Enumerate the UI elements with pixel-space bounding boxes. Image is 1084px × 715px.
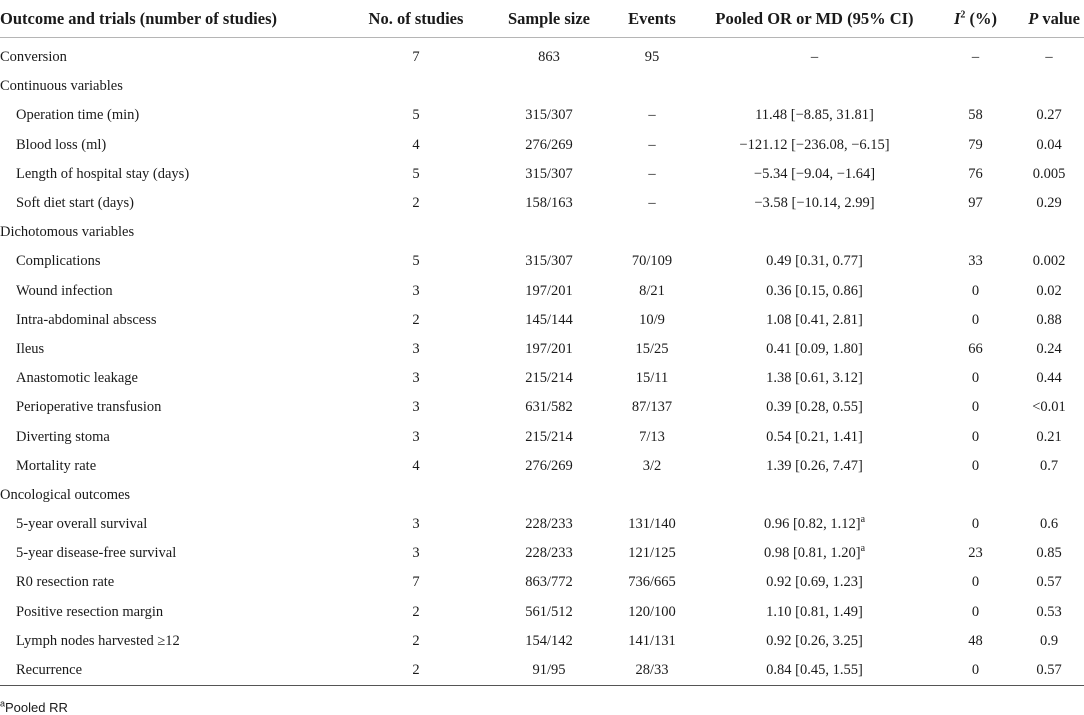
pooled-value: 0.92 [0.26, 3.25] — [766, 632, 863, 649]
pooled-value: 0.92 [0.69, 1.23] — [766, 574, 863, 591]
sample-size-cell: 158/163 — [525, 195, 573, 212]
pooled-value: 0.39 [0.28, 0.55] — [766, 399, 863, 416]
studies-cell: 7 — [412, 574, 420, 591]
footnote — [0, 700, 68, 715]
table-row — [0, 393, 1084, 422]
pooled-value: 1.39 [0.26, 7.47] — [766, 457, 863, 474]
p-value-cell: 0.57 — [1036, 574, 1062, 591]
sample-size-cell: 154/142 — [525, 632, 573, 649]
sample-size-cell: 145/144 — [525, 311, 573, 328]
events-cell: – — [648, 136, 656, 153]
section-label: Oncological outcomes — [0, 486, 131, 503]
p-value-cell: 0.04 — [1036, 136, 1062, 153]
header-i2-sup: 2 — [960, 9, 966, 20]
sample-size-cell: 91/95 — [486, 656, 612, 686]
outcome-cell: Recurrence — [0, 656, 346, 686]
outcome-cell: R0 resection rate — [16, 574, 115, 591]
table-row — [0, 335, 1084, 364]
p-value-cell: 0.85 — [1036, 545, 1062, 562]
i2-cell: 58 — [968, 107, 983, 124]
p-value-cell: 0.21 — [1036, 428, 1062, 445]
outcome-cell: Diverting stoma — [16, 428, 110, 445]
sample-size-cell: 197/201 — [525, 340, 573, 357]
pooled-estimate-cell — [692, 277, 937, 306]
i2-cell: 66 — [968, 340, 983, 357]
events-cell: – — [648, 195, 656, 212]
events-cell: 70/109 — [631, 253, 673, 270]
events-cell: – — [648, 107, 656, 124]
events-cell: 28/33 — [612, 656, 692, 686]
outcome-cell: Blood loss (ml) — [16, 136, 107, 153]
table-row — [0, 568, 1084, 597]
table-row — [0, 247, 1084, 276]
header-row — [0, 0, 1084, 38]
pooled-value: 0.41 [0.09, 1.80] — [766, 340, 863, 357]
pooled-rr-marker: a — [860, 543, 866, 555]
header-i2 — [937, 0, 1014, 38]
table-row — [0, 131, 1084, 160]
studies-cell: 2 — [412, 603, 420, 620]
pooled-estimate-cell — [692, 510, 937, 539]
studies-cell: 4 — [412, 457, 420, 474]
sample-size-cell: 228/233 — [525, 516, 573, 533]
pooled-estimate-cell — [692, 335, 937, 364]
header-pooled: Pooled OR or MD (95% CI) — [692, 0, 937, 38]
table-row — [0, 189, 1084, 218]
i2-cell: 48 — [968, 632, 983, 649]
table-row — [0, 452, 1084, 481]
pooled-estimate-cell — [692, 160, 937, 189]
sample-size-cell: 276/269 — [525, 136, 573, 153]
sample-size-cell: 228/233 — [525, 545, 573, 562]
events-cell: 8/21 — [639, 282, 665, 299]
pooled-estimate-cell — [692, 101, 937, 130]
outcome-cell: 5-year overall survival — [16, 516, 148, 533]
p-value-cell: 0.005 — [1032, 165, 1066, 182]
table-row — [0, 306, 1084, 335]
table-row — [0, 422, 1084, 451]
outcome-cell: Anastomotic leakage — [16, 370, 138, 387]
events-cell: 141/131 — [628, 632, 676, 649]
outcome-cell: Complications — [16, 253, 101, 270]
pooled-estimate-cell — [692, 393, 937, 422]
studies-cell: 5 — [412, 107, 420, 124]
pooled-value: 11.48 [−8.85, 31.81] — [755, 107, 874, 124]
i2-cell: 0 — [971, 428, 980, 445]
p-value-cell: 0.29 — [1036, 195, 1062, 212]
studies-cell: 3 — [412, 282, 420, 299]
sample-size-cell: 863 — [538, 49, 560, 66]
pooled-value: −3.58 [−10.14, 2.99] — [754, 195, 875, 212]
studies-cell: 2 — [412, 195, 420, 212]
pooled-value: 0.49 [0.31, 0.77] — [766, 253, 863, 270]
i2-cell: 79 — [968, 136, 983, 153]
outcome-cell: Lymph nodes harvested ≥12 — [16, 632, 180, 649]
events-cell: 3/2 — [642, 457, 662, 474]
events-cell: 131/140 — [628, 516, 676, 533]
events-cell: 7/13 — [639, 428, 665, 445]
table-row — [0, 364, 1084, 393]
studies-cell: 3 — [412, 516, 420, 533]
p-value-cell: 0.002 — [1032, 253, 1066, 270]
header-p-rest: value — [1038, 8, 1080, 28]
events-cell: 10/9 — [639, 311, 665, 328]
table-row — [0, 539, 1084, 568]
footnote-text: Pooled RR — [5, 700, 68, 715]
sample-size-cell: 315/307 — [525, 107, 573, 124]
sample-size-cell: 276/269 — [525, 457, 573, 474]
i2-cell: 0 — [971, 370, 980, 387]
pooled-value: 1.38 [0.61, 3.12] — [766, 370, 863, 387]
i2-cell: 0 — [971, 399, 980, 416]
events-cell: 736/665 — [628, 574, 676, 591]
i2-cell: 33 — [968, 253, 983, 270]
i2-cell: 23 — [968, 545, 983, 562]
pooled-value: 0.84 [0.45, 1.55] — [766, 662, 863, 679]
studies-cell: 3 — [412, 399, 420, 416]
pooled-estimate-cell — [692, 131, 937, 160]
table-row — [0, 627, 1084, 656]
header-events: Events — [612, 0, 692, 38]
table-row — [0, 598, 1084, 627]
sample-size-cell: 197/201 — [525, 282, 573, 299]
p-value-cell: 0.9 — [1039, 632, 1059, 649]
pooled-value: 1.10 [0.81, 1.49] — [766, 603, 863, 620]
pooled-estimate-cell — [692, 306, 937, 335]
studies-cell: 5 — [412, 253, 420, 270]
p-value-cell: 0.88 — [1036, 311, 1062, 328]
pooled-estimate-cell — [692, 422, 937, 451]
header-p-value — [1014, 0, 1084, 38]
pooled-value: 0.98 [0.81, 1.20] — [763, 545, 861, 562]
pooled-value: 0.36 [0.15, 0.86] — [766, 282, 863, 299]
p-value-cell: 0.53 — [1036, 603, 1062, 620]
pooled-estimate-cell — [692, 247, 937, 276]
pooled-estimate-cell — [692, 656, 937, 686]
pooled-value: −121.12 [−236.08, −6.15] — [739, 136, 890, 153]
studies-cell: 3 — [412, 340, 420, 357]
i2-cell: 0 — [971, 311, 980, 328]
outcome-cell: Mortality rate — [16, 457, 97, 474]
events-cell: – — [648, 165, 656, 182]
studies-cell: 3 — [412, 545, 420, 562]
pooled-value: – — [810, 49, 819, 66]
p-value-cell: 0.44 — [1036, 370, 1062, 387]
studies-cell: 7 — [412, 49, 420, 66]
studies-cell: 3 — [412, 428, 420, 445]
header-num-studies: No. of studies — [346, 0, 486, 38]
pooled-estimate-cell — [692, 452, 937, 481]
pooled-estimate-cell — [692, 364, 937, 393]
p-value-cell: 0.7 — [1039, 457, 1059, 474]
sample-size-cell: 315/307 — [525, 253, 573, 270]
header-sample-size: Sample size — [486, 0, 612, 38]
i2-cell: 0 — [971, 574, 980, 591]
i2-cell: 0 — [971, 603, 980, 620]
outcome-cell: Ileus — [16, 340, 45, 357]
studies-cell: 2 — [412, 311, 420, 328]
outcome-cell: Length of hospital stay (days) — [16, 165, 190, 182]
sample-size-cell: 215/214 — [525, 428, 573, 445]
p-value-cell: 0.02 — [1036, 282, 1062, 299]
p-value-cell: 0.57 — [1014, 656, 1084, 686]
i2-cell: 76 — [968, 165, 983, 182]
section-label: Dichotomous variables — [0, 224, 135, 241]
events-cell: 121/125 — [628, 545, 676, 562]
p-value-cell: <0.01 — [1032, 399, 1066, 416]
table-body — [0, 38, 1084, 686]
sample-size-cell: 631/582 — [525, 399, 573, 416]
section-row — [0, 481, 1084, 510]
header-p-letter: P — [1028, 8, 1039, 28]
pooled-value: 0.54 [0.21, 1.41] — [766, 428, 863, 445]
pooled-estimate-cell — [692, 539, 937, 568]
i2-cell: 0 — [971, 516, 980, 533]
section-row — [0, 72, 1084, 101]
sample-size-cell: 315/307 — [525, 165, 573, 182]
i2-cell: 0 — [971, 282, 980, 299]
outcome-cell: Positive resection margin — [16, 603, 164, 620]
sample-size-cell: 863/772 — [525, 574, 573, 591]
pooled-estimate-cell — [692, 568, 937, 597]
i2-cell: 0 — [937, 656, 1014, 686]
outcome-cell: Intra-abdominal abscess — [16, 311, 157, 328]
outcome-cell: Perioperative transfusion — [16, 399, 162, 416]
table-row — [0, 160, 1084, 189]
header-i2-rest: (%) — [965, 8, 998, 28]
sample-size-cell: 215/214 — [525, 370, 573, 387]
pooled-rr-marker: a — [860, 514, 866, 526]
pooled-value: −5.34 [−9.04, −1.64] — [753, 165, 876, 182]
pooled-value: 0.96 [0.82, 1.12] — [763, 516, 861, 533]
pooled-value: 1.08 [0.41, 2.81] — [766, 311, 863, 328]
studies-cell: 5 — [412, 165, 420, 182]
section-label: Continuous variables — [0, 78, 123, 95]
studies-cell: 2 — [346, 656, 486, 686]
studies-cell: 4 — [412, 136, 420, 153]
studies-cell: 2 — [412, 632, 420, 649]
p-value-cell: 0.27 — [1036, 107, 1062, 124]
i2-cell: 97 — [968, 195, 983, 212]
table-row — [0, 510, 1084, 539]
outcome-cell: Conversion — [0, 49, 67, 66]
pooled-estimate-cell — [692, 189, 937, 218]
header-outcome: Outcome and trials (number of studies) — [0, 0, 346, 38]
table-row — [0, 38, 1084, 73]
outcome-cell: Operation time (min) — [16, 107, 140, 124]
events-cell: 95 — [644, 49, 660, 66]
i2-cell: 0 — [971, 457, 980, 474]
p-value-cell: 0.6 — [1039, 516, 1059, 533]
outcome-cell: 5-year disease-free survival — [16, 545, 177, 562]
sample-size-cell: 561/512 — [525, 603, 573, 620]
outcome-cell: Soft diet start (days) — [16, 195, 134, 212]
events-cell: 87/137 — [631, 399, 673, 416]
header-i2-letter: I — [953, 8, 961, 28]
p-value-cell: – — [1045, 49, 1053, 66]
table-row — [0, 101, 1084, 130]
pooled-estimate-cell — [692, 38, 937, 73]
studies-cell: 3 — [412, 370, 420, 387]
events-cell: 120/100 — [628, 603, 676, 620]
section-row — [0, 218, 1084, 247]
events-cell: 15/25 — [635, 340, 669, 357]
table-row — [0, 656, 1084, 686]
footnote-marker: a — [0, 698, 6, 709]
pooled-estimate-cell — [692, 598, 937, 627]
pooled-estimate-cell — [692, 627, 937, 656]
outcome-cell: Wound infection — [16, 282, 113, 299]
events-cell: 15/11 — [635, 370, 669, 387]
i2-cell: – — [971, 49, 980, 66]
p-value-cell: 0.24 — [1036, 340, 1062, 357]
table-row — [0, 277, 1084, 306]
